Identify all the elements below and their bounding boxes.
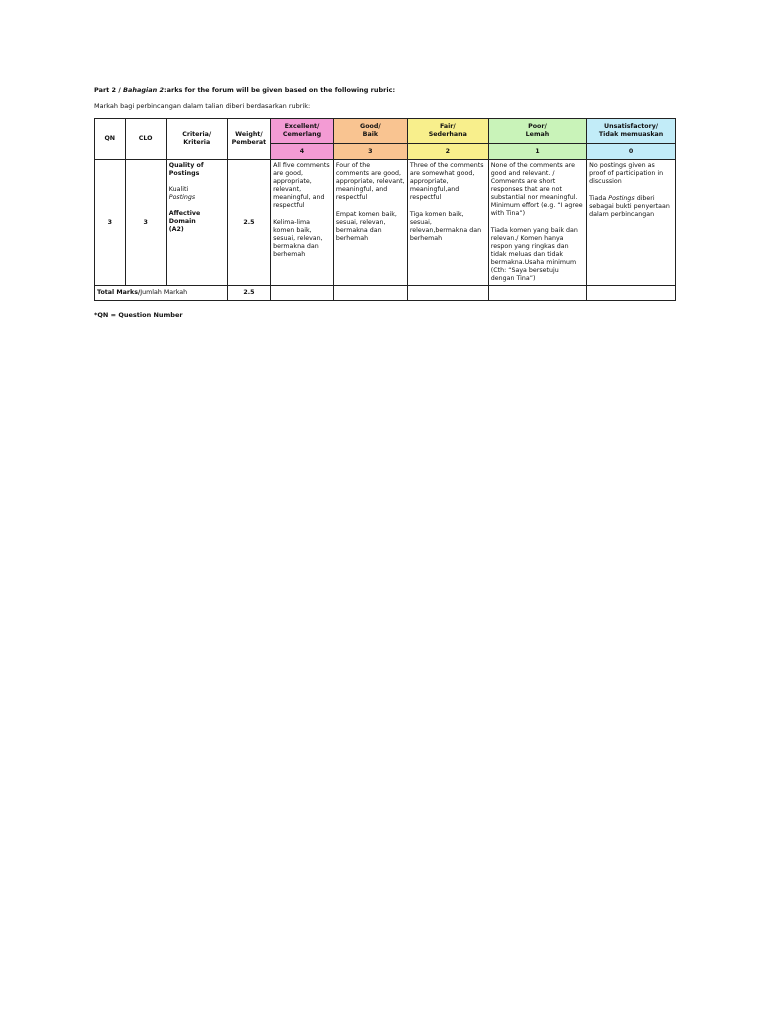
total-label: Total Marks/Jumlah Markah	[95, 286, 228, 301]
total-weight: 2.5	[227, 286, 270, 301]
header-qn: QN	[95, 119, 126, 160]
total-empty-unsatisfactory	[587, 286, 676, 301]
score-fair: 2	[407, 144, 488, 160]
criteria-quality: Quality of Postings	[168, 162, 204, 177]
score-poor: 1	[488, 144, 586, 160]
criteria-row	[95, 160, 676, 286]
row-criteria	[166, 160, 227, 286]
level-header-unsatisfactory: Unsatisfactory/ Tidak memuaskan	[587, 119, 676, 144]
heading-rest: :arks for the forum will be given based on the following rubric:	[164, 86, 396, 94]
descriptor-fair: Three of the comments are somewhat good, appropriate, meaningful,and respectful Tiga komen baik, sesuai, relevan,bermakna dan berhemah	[407, 160, 488, 286]
descriptor-excellent: All five comments are good, appropriate, relevant, meaningful, and respectful Kelima-lima komen baik, sesuai, relevan, bermakna dan berhemah	[271, 160, 334, 286]
row-qn: 3	[95, 160, 126, 286]
footnote-qn: *QN = Question Number	[94, 311, 183, 319]
score-excellent: 4	[271, 144, 334, 160]
total-empty-excellent	[271, 286, 334, 301]
header-weight: Weight/ Pemberat	[227, 119, 270, 160]
header-criteria: Criteria/ Kriteria	[166, 119, 227, 160]
rubric-table	[94, 118, 676, 301]
score-unsatisfactory: 0	[587, 144, 676, 160]
total-empty-poor	[488, 286, 586, 301]
header-clo: CLO	[125, 119, 166, 160]
row-weight: 2.5	[227, 160, 270, 286]
criteria-kualiti: Kualiti Postings	[168, 186, 196, 201]
rubric-heading	[94, 86, 395, 94]
total-row	[95, 286, 676, 301]
descriptor-poor: None of the comments are good and relevant. / Comments are short responses that are not substantial nor meaningful. Minimum effort (e.g. “I agree with Tina”) Tiada komen yang baik dan relevan./ Komen hanya respon yang ringkas dan tidak meluas dan tidak bermakna.Usaha minimum (Cth: “Saya bersetuju dengan Tina”)	[488, 160, 586, 286]
row-clo: 3	[125, 160, 166, 286]
criteria-domain: Affective Domain (A2)	[168, 210, 201, 233]
descriptor-good: Four of the comments are good, appropriate, relevant, meaningful, and respectful Empat komen baik, sesuai, relevan, bermakna dan berhemah	[333, 160, 407, 286]
level-header-fair: Fair/ Sederhana	[407, 119, 488, 144]
descriptor-unsatisfactory: No postings given as proof of participation in discussion Tiada Postings diberi sebagai bukti penyertaan dalam perbincangan	[587, 160, 676, 286]
total-empty-fair	[407, 286, 488, 301]
rubric-table-viewport	[94, 118, 676, 304]
total-empty-good	[333, 286, 407, 301]
level-header-excellent: Excellent/ Cemerlang	[271, 119, 334, 144]
header-row	[95, 119, 676, 144]
heading-part: Part 2 /	[94, 86, 123, 94]
level-header-poor: Poor/ Lemah	[488, 119, 586, 144]
rubric-subheading: Markah bagi perbincangan dalam talian diberi berdasarkan rubrik:	[94, 102, 311, 110]
level-header-good: Good/ Baik	[333, 119, 407, 144]
heading-bahagian: Bahagian 2	[122, 86, 165, 94]
score-good: 3	[333, 144, 407, 160]
